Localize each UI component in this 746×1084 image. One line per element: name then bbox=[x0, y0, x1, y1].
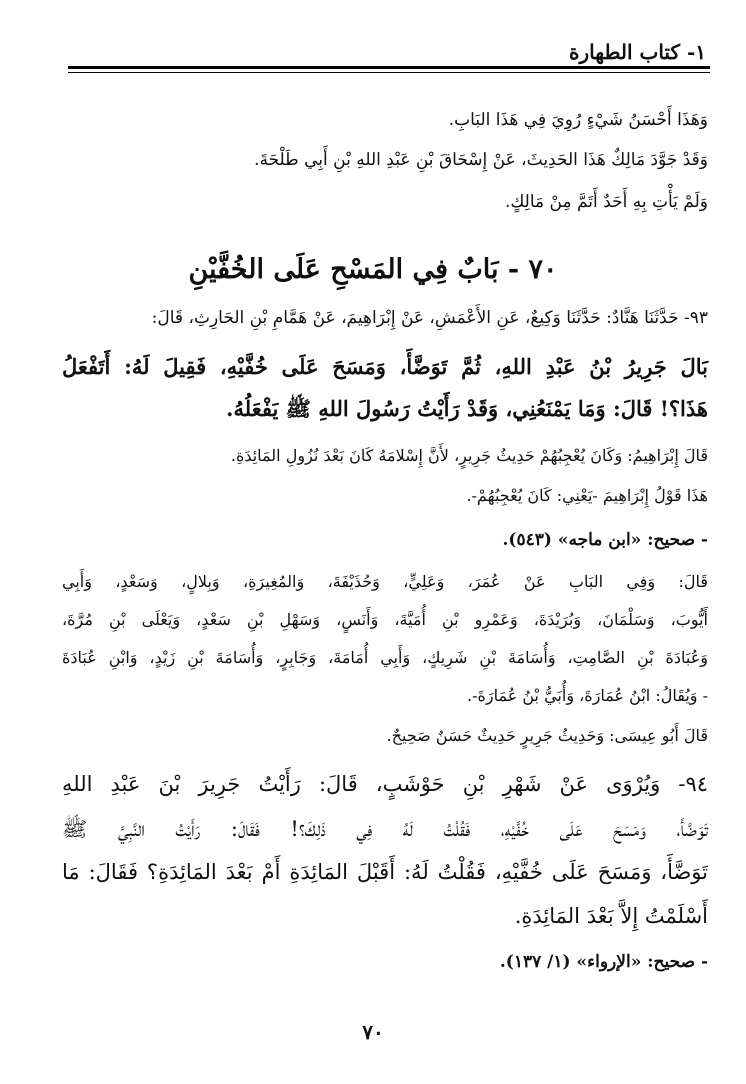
hadith-93-text-1: بَالَ جَرِيرُ بْنُ عَبْدِ اللهِ، ثُمَّ تَوَضَّأَ، وَمَسَحَ عَلَى خُفَّيْهِ، فَقِيلَ لَهُ: أَتَفْعَلُ bbox=[62, 354, 708, 379]
text-line-2: وَقَدْ جَوَّدَ مَالِكٌ هَذَا الحَدِيثَ، عَنْ إِسْحَاقَ بْنِ عَبْدِ اللهِ بْنِ أَبِي طَلْحَةَ. bbox=[254, 150, 708, 170]
hadith-93-chain: ٩٣- حَدَّثَنَا هَنَّادٌ: حَدَّثَنَا وَكِيعٌ، عَنِ الأَعْمَشِ، عَنْ إِبْرَاهِيمَ، عَنْ هَمَّامِ بْنِ الحَارِثِ، قَالَ: bbox=[151, 308, 708, 328]
page-number: ٧٠ bbox=[362, 1020, 384, 1044]
running-header: ١- كتاب الطهارة bbox=[569, 40, 706, 64]
hadith-94-text-1: ٩٤- وَيُرْوَى عَنْ شَهْرِ بْنِ حَوْشَبٍ، قَالَ: رَأَيْتُ جَرِيرَ بْنَ عَبْدِ اللهِ bbox=[62, 772, 708, 796]
grading-543: - صحيح: «ابن ماجه» (٥٤٣). bbox=[502, 530, 708, 550]
text-line-3: وَلَمْ يَأْتِ بِهِ أَحَدٌ أَتَمَّ مِنْ مَالِكٍ. bbox=[504, 192, 708, 212]
chapter-narrators-4: - وَيُقَالُ: ابْنُ عُمَارَةَ، وَأُبَيُّ بْنُ عُمَارَةَ-. bbox=[467, 686, 708, 705]
header-rule-thick bbox=[68, 66, 710, 69]
chapter-narrators-2: أَيُّوبَ، وَسَلْمَانَ، وَبُرَيْدَةَ، وَعَمْرِو بْنِ أُمَيَّةَ، وَأَنَسٍ، وَسَهْلِ بْنِ سَعْدٍ، وَيَعْلَى بْنِ مُرَّةَ، bbox=[62, 610, 708, 629]
hadith-93-text-2: هَذَا؟! قَالَ: وَمَا يَمْنَعُنِي، وَقَدْ رَأَيْتُ رَسُولَ اللهِ ﷺ يَفْعَلُهُ. bbox=[226, 396, 708, 421]
hadith-94-text-2: تَوَضَّأَ، وَمَسَحَ عَلَى خُفَّيْهِ، فَقُلْتُ لَهُ فِي ذَلِكَ؟! فَقَالَ: رَأَيْتُ النَّبِيَّ ﷺ bbox=[62, 817, 708, 841]
grading-irwa: - صحيح: «الإرواء» (١/ ١٣٧). bbox=[499, 952, 708, 972]
hadith-94-text-4: أَسْلَمْتُ إِلاَّ بَعْدَ المَائِدَةِ. bbox=[514, 904, 708, 928]
ibrahim-explanation: هَذَا قَوْلُ إِبْرَاهِيمَ -يَعْنِي: كَانَ يُعْجِبُهُمْ-. bbox=[466, 486, 708, 505]
header-rule-thin bbox=[68, 72, 710, 73]
text-line-1: وَهَذَا أَحْسَنُ شَيْءٍ رُوِيَ فِي هَذَا البَابِ. bbox=[448, 110, 708, 130]
chapter-narrators-3: وَعُبَادَةَ بْنِ الصَّامِتِ، وَأُسَامَةَ بْنِ شَرِيكٍ، وَأَبِي أُمَامَةَ، وَجَابِرٍ، وَأُسَامَةَ بْنِ زَيْدٍ، وَابْنِ عُبَادَةَ bbox=[62, 648, 708, 667]
abu-isa-comment: قَالَ أَبُو عِيسَى: وَحَدِيثُ جَرِيرٍ حَدِيثٌ حَسَنٌ صَحِيحٌ. bbox=[386, 726, 708, 745]
hadith-94-text-3: تَوَضَّأَ، وَمَسَحَ عَلَى خُفَّيْهِ، فَقُلْتُ لَهُ: أَقَبْلَ المَائِدَةِ أَمْ بَعْدَ المَائِدَةِ؟ فَقَالَ: مَا bbox=[62, 860, 708, 884]
chapter-narrators-1: قَالَ: وَفِي البَابِ عَنْ عُمَرَ، وَعَلِيٍّ، وَحُذَيْفَةَ، وَالمُغِيرَةِ، وَبِلالٍ، وَسَعْدٍ، وَأَبِي bbox=[62, 572, 708, 591]
ibrahim-comment: قَالَ إِبْرَاهِيمُ: وَكَانَ يُعْجِبُهُمْ حَدِيثُ جَرِيرٍ، لأَنَّ إِسْلامَهُ كَانَ بَعْدَ نُزُولِ المَائِدَةِ. bbox=[230, 446, 708, 465]
chapter-heading: ٧٠ - بَابٌ فِي المَسْحِ عَلَى الخُفَّيْنِ bbox=[188, 254, 558, 285]
